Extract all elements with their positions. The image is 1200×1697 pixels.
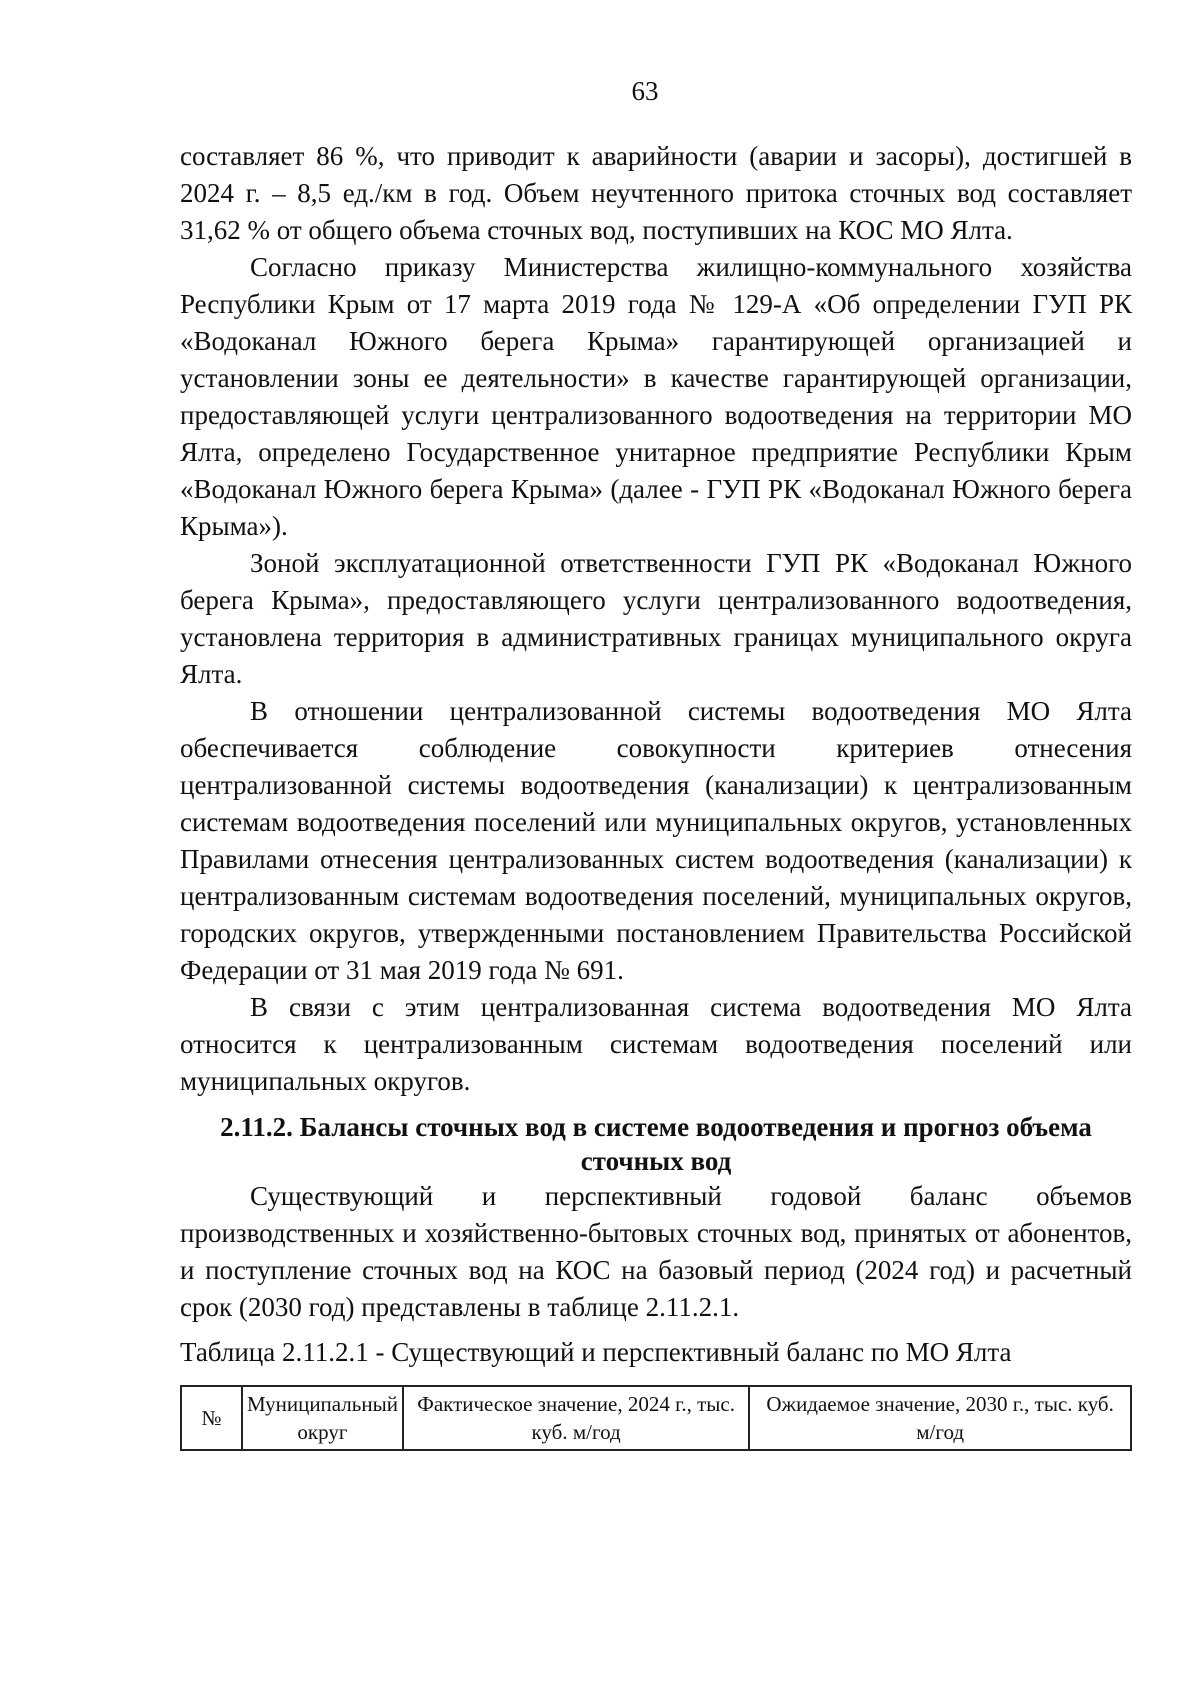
paragraph-responsibility-zone: Зоной эксплуатационной ответственности ГУП РК «Водоканал Южного берега Крыма», предоставляющего услуги централизованного водоотведения, установлена территория в административных границах муниципального округа Ялта. bbox=[180, 548, 1132, 689]
table-header-row bbox=[181, 1386, 1131, 1450]
paragraph-conclusion: В связи с этим централизованная система водоотведения МО Ялта относится к централизованным системам водоотведения поселений или муниципальных округов. bbox=[180, 992, 1132, 1096]
header-municipal-district: Муниципальный округ bbox=[242, 1386, 403, 1450]
page-number: 63 bbox=[631, 76, 659, 106]
paragraph-criteria: В отношении централизованной системы водоотведения МО Ялта обеспечивается соблюдение совокупности критериев отнесения централизованной системы водоотведения (канализации) к централизованным системам водоотведения поселений или муниципальных округов, установленных Правилами отнесения централизованных систем водоотведения (канализации) к централизованным системам водоотведения поселений, муниципальных округов, городских округов, утвержденными постановлением Правительства Российской Федерации от 31 мая 2019 года № 691. bbox=[180, 696, 1132, 985]
paragraph-balance-intro: Существующий и перспективный годовой баланс объемов производственных и хозяйственно-бытовых сточных вод, принятых от абонентов, и поступление сточных вод на КОС на базовый период (2024 год) и расчетный срок (2030 год) представлены в таблице 2.11.2.1. bbox=[180, 1181, 1132, 1322]
header-number: № bbox=[181, 1386, 242, 1450]
section-heading: 2.11.2. Балансы сточных вод в системе водоотведения и прогноз объема сточных вод bbox=[220, 1112, 1092, 1176]
header-expected-value: Ожидаемое значение, 2030 г., тыс. куб. м/год bbox=[749, 1386, 1131, 1450]
table-caption: Таблица 2.11.2.1 - Существующий и перспективный баланс по МО Ялта bbox=[180, 1337, 1012, 1367]
document-body bbox=[180, 138, 1132, 1451]
paragraph-continuation: составляет 86 %, что приводит к аварийности (аварии и засоры), достигшей в 2024 г. – 8,5 ед./км в год. Объем неучтенного притока сточных вод составляет 31,62 % от общего объема сточных вод, поступивших на КОС МО Ялта. bbox=[180, 141, 1132, 245]
balance-table bbox=[180, 1385, 1132, 1451]
paragraph-order: Согласно приказу Министерства жилищно-коммунального хозяйства Республики Крым от 17 марта 2019 года № 129-А «Об определении ГУП РК «Водоканал Южного берега Крыма» гарантирующей организацией и установлении зоны ее деятельности» в качестве гарантирующей организации, предоставляющей услуги централизованного водоотведения на территории МО Ялта, определено Государственное унитарное предприятие Республики Крым «Водоканал Южного берега Крыма» (далее - ГУП РК «Водоканал Южного берега Крыма»). bbox=[180, 252, 1132, 541]
header-actual-value: Фактическое значение, 2024 г., тыс. куб. м/год bbox=[403, 1386, 749, 1450]
